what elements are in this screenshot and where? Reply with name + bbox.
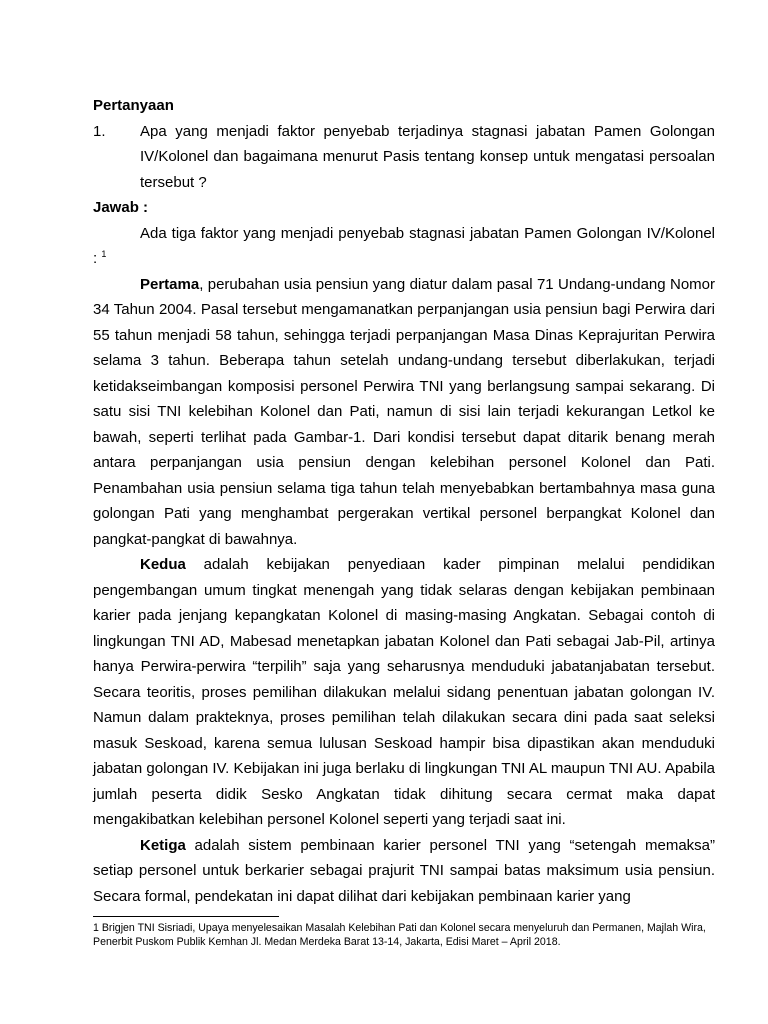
question-item (93, 119, 715, 196)
document-body (93, 93, 715, 909)
question-text: Apa yang menjadi faktor penyebab terjadinya stagnasi jabatan Pamen Golongan IV/Kolonel dan bagaimana menurut Pasis tentang konsep untuk mengatasi persoalan tersebut ? (140, 122, 715, 191)
footnote (93, 922, 715, 949)
paragraph-lead: Ketiga (140, 836, 186, 854)
question-number: 1. (93, 122, 106, 140)
paragraph-ketiga (93, 833, 715, 910)
paragraph-pertama (93, 272, 715, 553)
paragraph-text: adalah kebijakan penyediaan kader pimpinan melalui pendidikan pengembangan umum tingkat menengah yang tidak selaras dengan kebijakan pembinaan karier pada jenjang kepangkatan Kolonel di masing-masing Angkatan. Sebagai contoh di lingkungan TNI AD, Mabesad menetapkan jabatan Kolonel dan Pati sebagai Jab-Pil, artinya hanya Perwira-perwira “terpilih” saja yang seharusnya menduduki jabatanjabatan tersebut. Secara teoritis, proses pemilihan dilakukan melalui sidang penentuan jabatan golongan IV. Namun dalam prakteknya, proses pemilihan telah dilakukan secara dini pada saat seleksi masuk Seskoad, karena semua lulusan Seskoad hampir bisa dipastikan akan menduduki jabatan golongan IV. Kebijakan ini juga berlaku di lingkungan TNI AL maupun TNI AU. Apabila jumlah peserta didik Sesko Angkatan tidak dihitung secara cermat maka dapat mengakibatkan kelebihan personel Kolonel seperti yang terjadi saat ini. (93, 556, 715, 828)
answer-label: Jawab : (93, 199, 149, 216)
paragraph-text: adalah sistem pembinaan karier personel TNI yang “setengah memaksa” setiap personel untuk berkarier sebagai prajurit TNI sampai batas maksimum usia pensiun. Secara formal, pendekatan ini dapat dilihat dari kebijakan pembinaan karier yang (93, 836, 715, 905)
footnote-reference: 1 (101, 249, 107, 259)
paragraph-text: , perubahan usia pensiun yang diatur dalam pasal 71 Undang-undang Nomor 34 Tahun 2004. Pasal tersebut mengamanatkan perpanjangan usia pensiun bagi Perwira dari 55 tahun menjadi 58 tahun, sehingga terjadi perpanjangan Masa Dinas Keprajuritan Perwira selama 3 tahun. Beberapa tahun setelah undang-undang tersebut diberlakukan, terjadi ketidakseimbangan komposisi personel Perwira TNI yang berlangsung sampai sekarang. Di satu sisi TNI kelebihan Kolonel dan Pati, namun di sisi lain terjadi kekurangan Letkol ke bawah, seperti terlihat pada Gambar-1. Dari kondisi tersebut dapat ditarik benang merah antara perpanjangan usia pensiun dengan kelebihan personel Kolonel dan Pati. Penambahan usia pensiun selama tiga tahun telah menyebabkan bertambahnya masa guna golongan Pati yang menghambat pergerakan vertikal personel berpangkat Kolonel dan pangkat-pangkat di bawahnya. (93, 275, 715, 548)
footnote-separator (93, 916, 279, 917)
paragraph-lead: Kedua (140, 556, 186, 573)
intro-paragraph (93, 221, 715, 272)
footnote-text: Brigjen TNI Sisriadi, Upaya menyelesaikan Masalah Kelebihan Pati dan Kolonel secara menyeluruh dan Permanen, Majlah Wira, Penerbit Puskom Publik Kemhan Jl. Medan Merdeka Barat 13-14, Jakarta, Edisi Maret – April 2018. (93, 922, 706, 948)
intro-text: Ada tiga faktor yang menjadi penyebab stagnasi jabatan Pamen Golongan IV/Kolonel : (93, 224, 715, 267)
section-heading: Pertanyaan (93, 97, 174, 114)
paragraph-lead: Pertama (140, 275, 200, 293)
paragraph-kedua (93, 552, 715, 833)
footnote-number: 1 (93, 922, 99, 934)
